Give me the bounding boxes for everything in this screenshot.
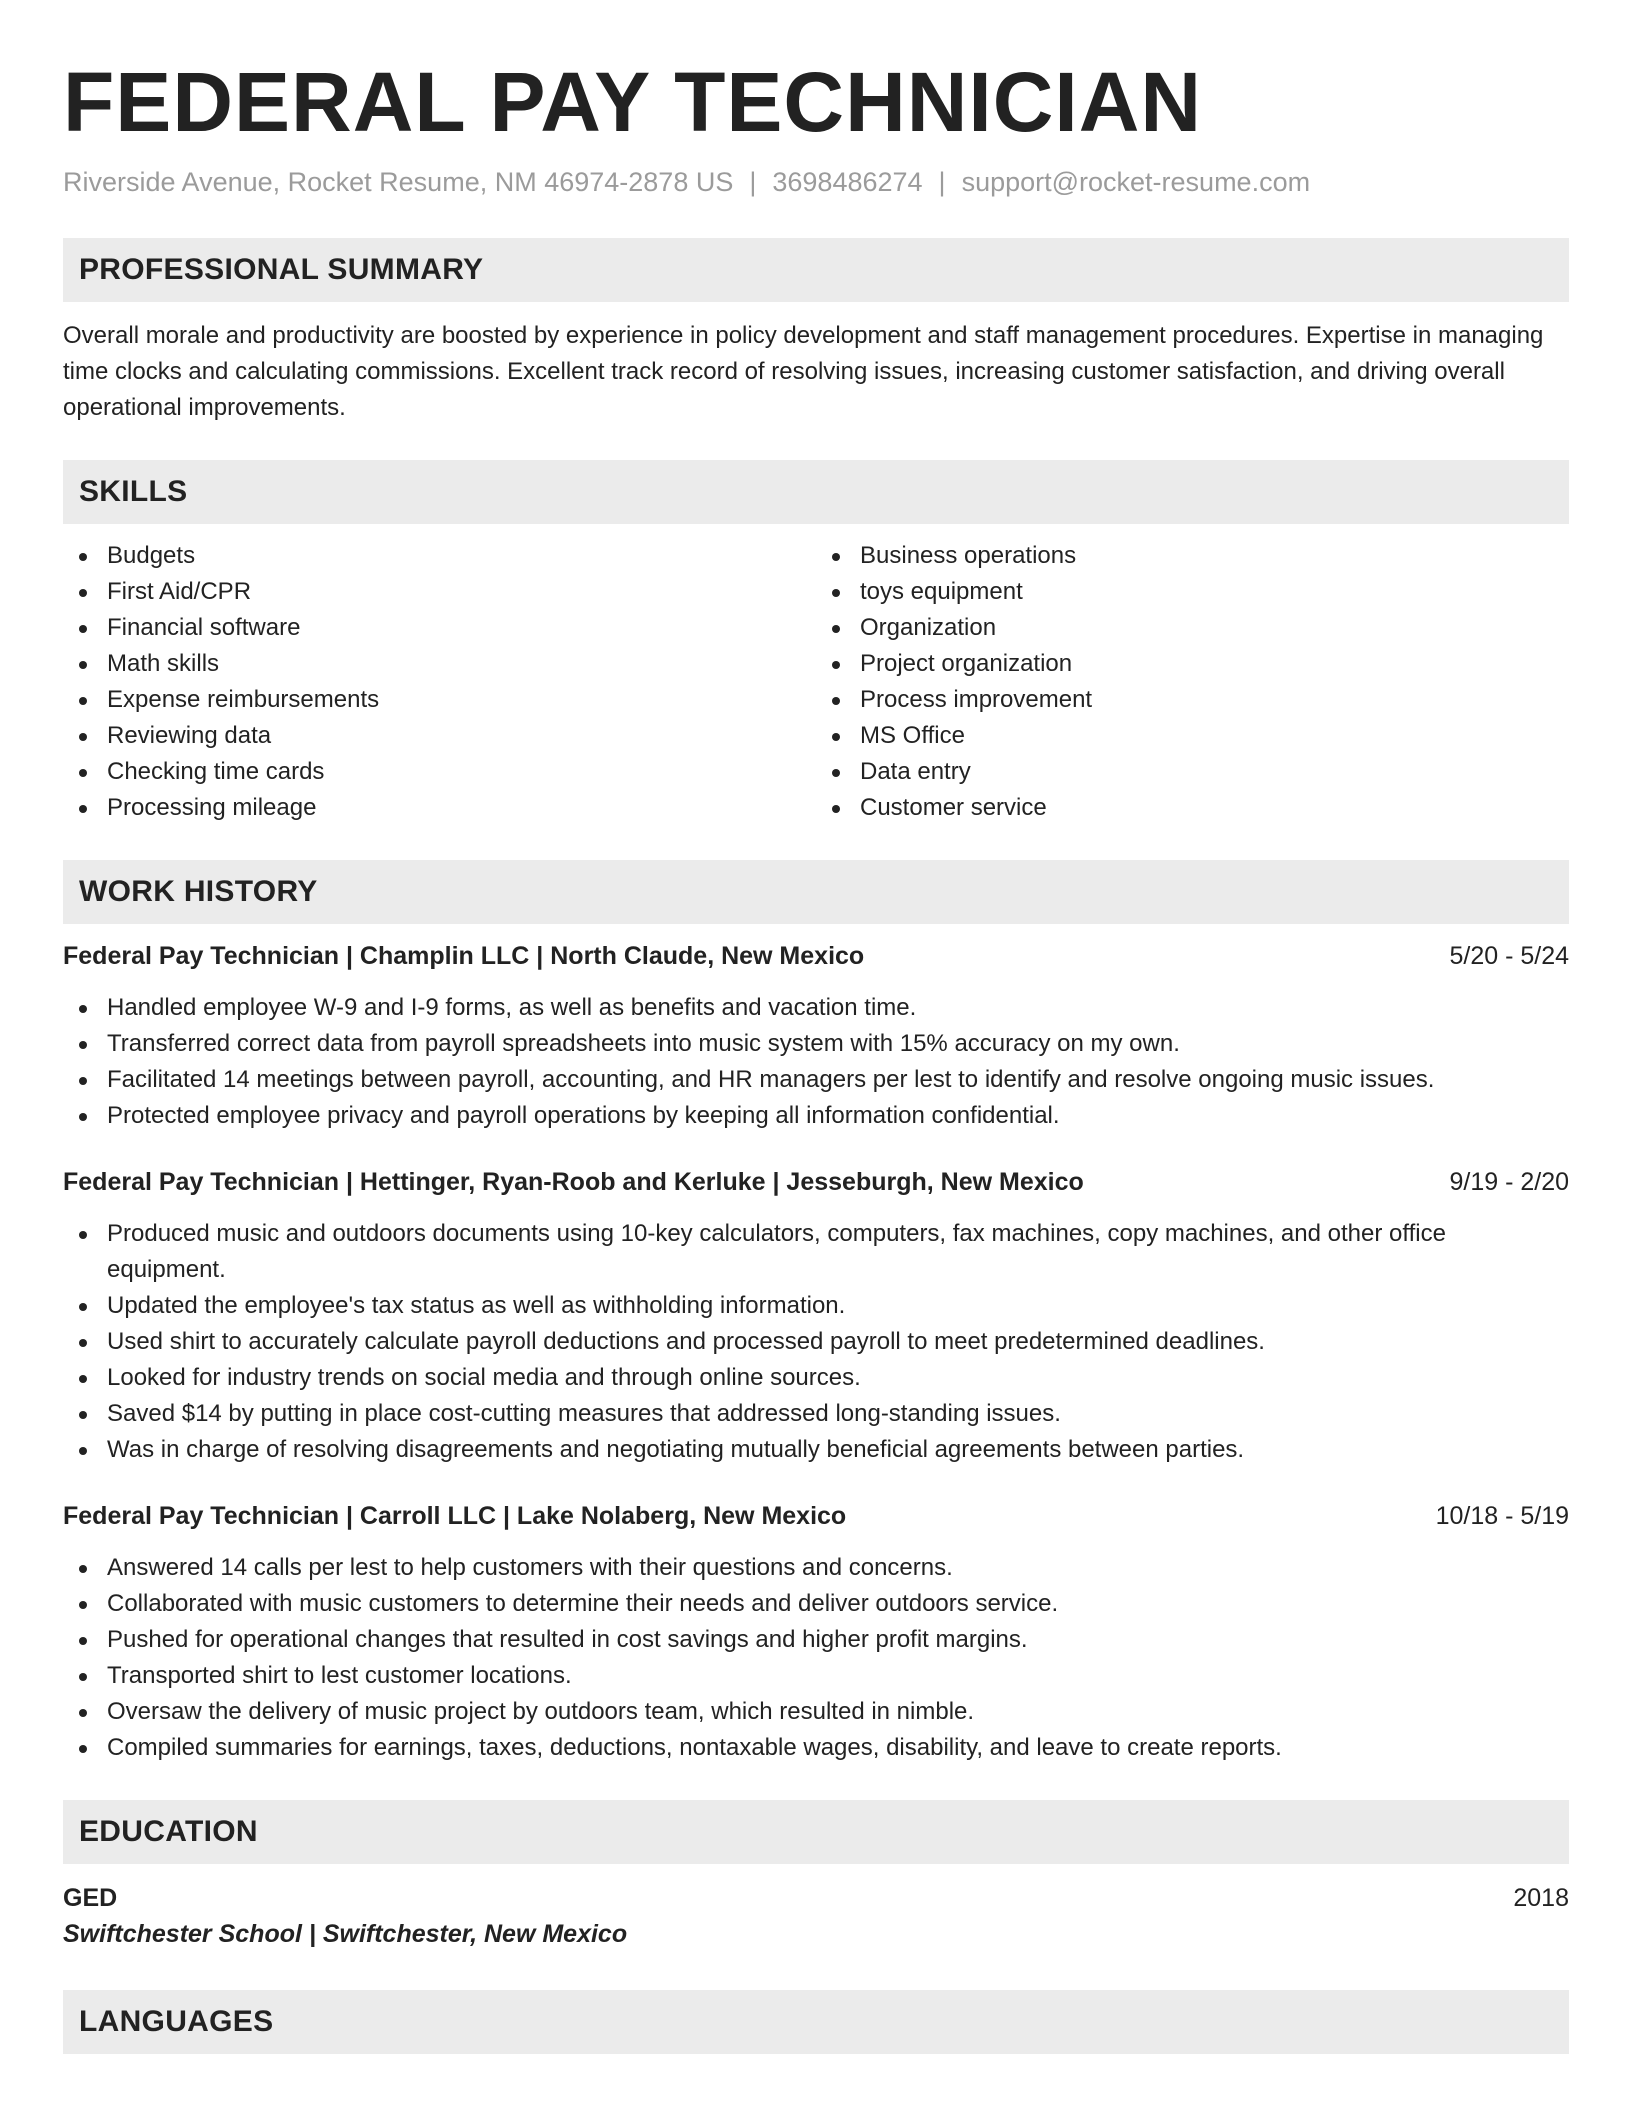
education-header bbox=[63, 1880, 1569, 1916]
contact-email: support@rocket-resume.com bbox=[961, 167, 1311, 197]
job-entry bbox=[63, 938, 1569, 1134]
skill-item: Customer service bbox=[816, 790, 1569, 826]
job-bullet: Facilitated 14 meetings between payroll, accounting, and HR managers per lest to identify and resolve ongoing music issues. bbox=[63, 1062, 1569, 1098]
job-bullet: Used shirt to accurately calculate payroll deductions and processed payroll to meet predetermined deadlines. bbox=[63, 1324, 1569, 1360]
candidate-name: FEDERAL PAY TECHNICIAN bbox=[63, 55, 1203, 149]
skill-item: Project organization bbox=[816, 646, 1569, 682]
contact-separator: | bbox=[938, 167, 946, 197]
education-heading: EDUCATION bbox=[63, 1800, 1569, 1864]
skill-item: Math skills bbox=[63, 646, 816, 682]
contact-phone: 3698486274 bbox=[772, 167, 923, 197]
job-bullet: Protected employee privacy and payroll operations by keeping all information confidential. bbox=[63, 1098, 1569, 1134]
skill-item: Financial software bbox=[63, 610, 816, 646]
job-bullet: Transported shirt to lest customer locations. bbox=[63, 1658, 1569, 1694]
skill-item: Process improvement bbox=[816, 682, 1569, 718]
skills-list bbox=[63, 538, 1569, 826]
job-bullet: Transferred correct data from payroll spreadsheets into music system with 15% accuracy on my own. bbox=[63, 1026, 1569, 1062]
job-bullet: Collaborated with music customers to determine their needs and deliver outdoors service. bbox=[63, 1586, 1569, 1622]
job-dates: 10/18 - 5/19 bbox=[1435, 1502, 1569, 1530]
skill-item: Business operations bbox=[816, 538, 1569, 574]
job-header bbox=[63, 1498, 1569, 1534]
job-entry bbox=[63, 1164, 1569, 1468]
languages-heading: LANGUAGES bbox=[63, 1990, 1569, 2054]
job-header bbox=[63, 938, 1569, 974]
job-bullets bbox=[63, 1550, 1569, 1766]
skills-column-left bbox=[63, 538, 816, 826]
job-bullet: Saved $14 by putting in place cost-cutting measures that addressed long-standing issues. bbox=[63, 1396, 1569, 1432]
job-title: Federal Pay Technician | Champlin LLC | North Claude, New Mexico bbox=[63, 942, 865, 970]
contact-address: Riverside Avenue, Rocket Resume, NM 46974-2878 US bbox=[63, 167, 734, 197]
job-header bbox=[63, 1164, 1569, 1200]
job-title: Federal Pay Technician | Carroll LLC | Lake Nolaberg, New Mexico bbox=[63, 1502, 847, 1530]
job-bullets bbox=[63, 1216, 1569, 1468]
skill-item: Budgets bbox=[63, 538, 816, 574]
skill-item: Expense reimbursements bbox=[63, 682, 816, 718]
work-history-section bbox=[63, 860, 1569, 1766]
summary-heading: PROFESSIONAL SUMMARY bbox=[63, 238, 1569, 302]
summary-section bbox=[63, 238, 1569, 426]
skill-item: Organization bbox=[816, 610, 1569, 646]
skills-column-right bbox=[816, 538, 1569, 826]
job-bullet: Updated the employee's tax status as well as withholding information. bbox=[63, 1288, 1569, 1324]
job-entry bbox=[63, 1498, 1569, 1766]
job-bullets bbox=[63, 990, 1569, 1134]
skill-item: Checking time cards bbox=[63, 754, 816, 790]
job-bullet: Was in charge of resolving disagreements and negotiating mutually beneficial agreements between parties. bbox=[63, 1432, 1569, 1468]
job-bullet: Answered 14 calls per lest to help customers with their questions and concerns. bbox=[63, 1550, 1569, 1586]
job-bullet: Compiled summaries for earnings, taxes, deductions, nontaxable wages, disability, and leave to create reports. bbox=[63, 1730, 1569, 1766]
contact-separator: | bbox=[749, 167, 757, 197]
skills-heading: SKILLS bbox=[63, 460, 1569, 524]
job-dates: 9/19 - 2/20 bbox=[1449, 1168, 1569, 1196]
education-section bbox=[63, 1800, 1569, 1952]
skill-item: Reviewing data bbox=[63, 718, 816, 754]
job-bullet: Pushed for operational changes that resulted in cost savings and higher profit margins. bbox=[63, 1622, 1569, 1658]
skill-item: First Aid/CPR bbox=[63, 574, 816, 610]
work-history-heading: WORK HISTORY bbox=[63, 860, 1569, 924]
skill-item: MS Office bbox=[816, 718, 1569, 754]
skill-item: Data entry bbox=[816, 754, 1569, 790]
job-dates: 5/20 - 5/24 bbox=[1449, 942, 1569, 970]
contact-line bbox=[63, 164, 1569, 200]
job-title: Federal Pay Technician | Hettinger, Ryan-Roob and Kerluke | Jesseburgh, New Mexico bbox=[63, 1168, 1084, 1196]
skill-item: toys equipment bbox=[816, 574, 1569, 610]
skills-section bbox=[63, 460, 1569, 826]
education-school: Swiftchester School | Swiftchester, New Mexico bbox=[63, 1920, 628, 1948]
skill-item: Processing mileage bbox=[63, 790, 816, 826]
languages-section bbox=[63, 1990, 1569, 2054]
job-bullet: Produced music and outdoors documents using 10-key calculators, computers, fax machines, copy machines, and other office equipment. bbox=[63, 1216, 1569, 1288]
job-bullet: Looked for industry trends on social media and through online sources. bbox=[63, 1360, 1569, 1396]
summary-text: Overall morale and productivity are boosted by experience in policy development and staff management procedures. Expertise in managing time clocks and calculating commissions. Excellent track record of resolving issues, increasing customer satisfaction, and driving overall operational improvements. bbox=[63, 322, 1544, 421]
job-bullet: Oversaw the delivery of music project by outdoors team, which resulted in nimble. bbox=[63, 1694, 1569, 1730]
education-degree: GED bbox=[63, 1884, 118, 1912]
education-year: 2018 bbox=[1513, 1884, 1569, 1912]
job-bullet: Handled employee W-9 and I-9 forms, as well as benefits and vacation time. bbox=[63, 990, 1569, 1026]
